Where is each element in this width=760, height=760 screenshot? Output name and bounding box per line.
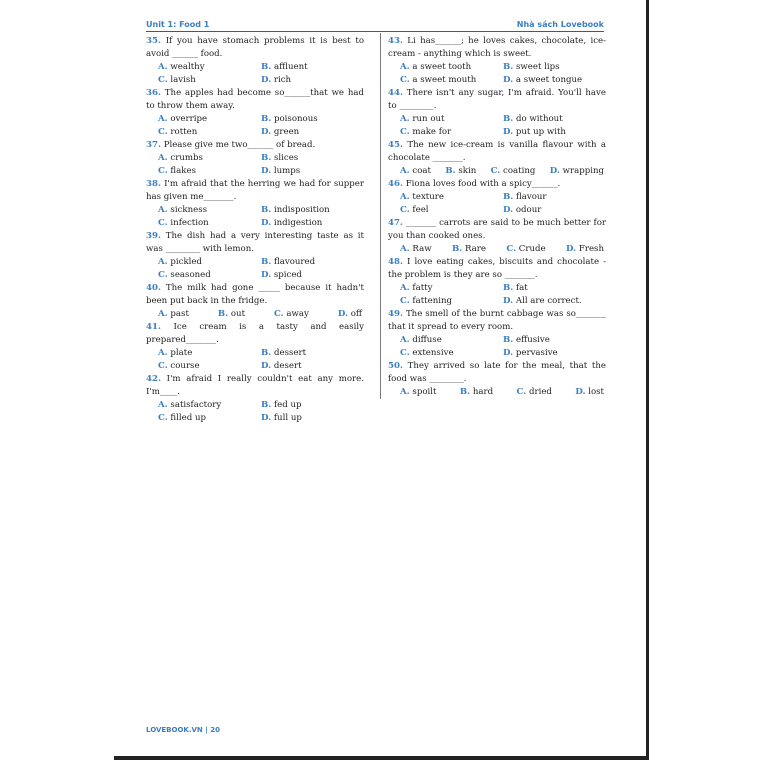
answer-option — [261, 61, 364, 74]
page-footer: LOVEBOOK.VN | 20 — [146, 726, 220, 734]
option-text: Raw — [412, 244, 432, 254]
answer-option — [503, 61, 606, 74]
option-letter: A. — [158, 153, 168, 163]
question-number: 43. — [388, 36, 403, 46]
document-page — [112, 0, 646, 760]
option-text: diffuse — [412, 335, 442, 345]
column-divider — [380, 33, 381, 399]
option-letter: A. — [400, 192, 410, 202]
answer-option — [158, 61, 261, 74]
question-text — [388, 360, 606, 386]
answer-option — [261, 74, 364, 87]
option-text: wealthy — [170, 62, 205, 72]
answer-option — [503, 334, 606, 347]
answer-option — [400, 243, 432, 256]
answer-option — [338, 308, 362, 321]
answer-option — [158, 217, 261, 230]
answer-option — [400, 61, 503, 74]
question-stem: They arrived so late for the meal, that the food was ________. — [388, 361, 606, 384]
answer-option — [445, 165, 476, 178]
option-letter: C. — [158, 218, 168, 228]
question-stem: _______ carrots are said to be much better for you than cooked ones. — [388, 218, 606, 241]
option-letter: D. — [261, 218, 272, 228]
option-letter: A. — [400, 244, 410, 254]
question-stem: Li has______; he loves cakes, chocolate, ice-cream - anything which is sweet. — [388, 36, 606, 59]
answer-option — [503, 295, 606, 308]
answer-option — [400, 126, 503, 139]
option-text: pervasive — [515, 348, 558, 358]
option-text: overripe — [170, 114, 208, 124]
option-letter: D. — [503, 75, 514, 85]
option-text: satisfactory — [170, 400, 222, 410]
answer-option — [400, 386, 436, 399]
question-stem: Fiona loves food with a spicy______. — [405, 179, 561, 189]
option-letter: C. — [400, 348, 410, 358]
question-number: 37. — [146, 140, 161, 150]
answer-options — [146, 113, 364, 139]
option-text: crumbs — [170, 153, 203, 163]
question-block — [146, 35, 364, 87]
question-text — [146, 282, 364, 308]
answer-option — [400, 295, 503, 308]
answer-option — [400, 334, 503, 347]
question-text — [146, 35, 364, 61]
question-block — [388, 217, 606, 256]
option-letter: B. — [503, 62, 514, 72]
question-number: 48. — [388, 257, 403, 267]
option-letter: B. — [451, 244, 463, 254]
option-letter: B. — [503, 192, 514, 202]
answer-option — [158, 126, 261, 139]
question-text — [146, 139, 364, 152]
answer-options — [388, 282, 606, 308]
option-letter: A. — [400, 283, 410, 293]
question-number: 42. — [146, 374, 161, 384]
option-text: poisonous — [274, 114, 318, 124]
option-text: texture — [412, 192, 444, 202]
answer-options — [146, 61, 364, 87]
answer-options — [388, 165, 606, 178]
answer-option — [575, 386, 604, 399]
answer-options — [146, 347, 364, 373]
question-text — [388, 87, 606, 113]
answer-option — [400, 282, 503, 295]
option-text: sickness — [170, 205, 208, 215]
answer-option — [158, 256, 261, 269]
option-letter: D. — [566, 244, 577, 254]
answer-options — [146, 308, 364, 321]
answer-options — [146, 399, 364, 425]
option-text: run out — [412, 114, 445, 124]
option-letter: D. — [503, 205, 514, 215]
option-text: seasoned — [170, 270, 211, 280]
option-letter: C. — [158, 127, 168, 137]
option-text: pickled — [170, 257, 203, 267]
option-text: coat — [412, 166, 431, 176]
answer-option — [261, 256, 364, 269]
option-text: flavour — [516, 192, 547, 202]
option-letter: A. — [400, 335, 410, 345]
option-text: feel — [412, 205, 429, 215]
question-block — [146, 178, 364, 230]
answer-option — [517, 386, 552, 399]
option-letter: D. — [261, 270, 272, 280]
question-text — [388, 35, 606, 61]
option-text: fattening — [412, 296, 453, 306]
answer-options — [388, 386, 606, 399]
question-number: 50. — [388, 361, 403, 371]
option-letter: B. — [261, 153, 272, 163]
question-text — [388, 308, 606, 334]
option-letter: C. — [158, 166, 168, 176]
question-block — [146, 282, 364, 321]
question-block — [388, 256, 606, 308]
option-letter: C. — [158, 413, 168, 423]
option-text: full up — [273, 413, 302, 423]
option-letter: C. — [400, 127, 410, 137]
option-letter: B. — [261, 114, 272, 124]
option-text: fed up — [274, 400, 302, 410]
answer-options — [388, 61, 606, 87]
answer-option — [503, 347, 606, 360]
question-stem: There isn't any sugar, I'm afraid. You'll have to ________. — [388, 88, 606, 111]
answer-option — [158, 399, 261, 412]
option-letter: A. — [400, 387, 410, 397]
left-column — [146, 35, 364, 425]
option-letter: A. — [400, 62, 410, 72]
question-stem: I'm afraid that the herring we had for supper has given me_______. — [146, 179, 365, 202]
answer-option — [503, 74, 606, 87]
option-letter: C. — [400, 296, 410, 306]
option-text: rich — [273, 75, 292, 85]
question-number: 47. — [388, 218, 403, 228]
option-text: plate — [170, 348, 193, 358]
question-text — [388, 217, 606, 243]
question-text — [146, 321, 364, 347]
option-letter: C. — [490, 166, 501, 176]
option-letter: D. — [503, 127, 514, 137]
answer-option — [261, 165, 364, 178]
answer-option — [158, 113, 261, 126]
option-letter: A. — [158, 257, 168, 267]
option-text: infection — [170, 218, 209, 228]
option-text: filled up — [170, 413, 207, 423]
question-number: 44. — [388, 88, 403, 98]
option-letter: A. — [158, 348, 168, 358]
option-letter: B. — [261, 400, 272, 410]
question-stem: I'm afraid I really couldn't eat any more. I'm____. — [146, 374, 364, 397]
option-text: lavish — [170, 75, 196, 85]
option-text: course — [170, 361, 200, 371]
option-text: dessert — [274, 348, 307, 358]
answer-option — [491, 165, 536, 178]
question-text — [388, 139, 606, 165]
option-letter: C. — [273, 309, 284, 319]
question-number: 40. — [146, 283, 161, 293]
question-stem: I love eating cakes, biscuits and chocolate - the problem is they are so _______. — [388, 257, 606, 280]
option-letter: A. — [158, 309, 168, 319]
option-text: a sweet tongue — [515, 75, 583, 85]
answer-option — [261, 412, 364, 425]
answer-options — [146, 256, 364, 282]
option-text: off — [350, 309, 362, 319]
question-number: 35. — [146, 36, 161, 46]
question-text — [388, 256, 606, 282]
answer-option — [158, 347, 261, 360]
answer-option — [274, 308, 309, 321]
answer-option — [261, 269, 364, 282]
answer-option — [261, 204, 364, 217]
option-text: indisposition — [274, 205, 330, 215]
option-letter: A. — [158, 205, 168, 215]
answer-option — [503, 191, 606, 204]
answer-option — [400, 347, 503, 360]
option-text: All are correct. — [515, 296, 582, 306]
option-text: indigestion — [273, 218, 323, 228]
answer-options — [388, 191, 606, 217]
option-text: away — [286, 309, 309, 319]
option-text: Fresh — [578, 244, 604, 254]
option-letter: A. — [400, 166, 410, 176]
option-letter: B. — [261, 257, 272, 267]
option-letter: B. — [503, 114, 514, 124]
option-letter: D. — [261, 166, 272, 176]
option-text: spoilt — [412, 387, 437, 397]
answer-option — [503, 126, 606, 139]
question-block — [146, 230, 364, 282]
option-text: wrapping — [562, 166, 604, 176]
question-block — [388, 87, 606, 139]
answer-option — [261, 360, 364, 373]
question-number: 36. — [146, 88, 161, 98]
answer-option — [158, 204, 261, 217]
question-number: 38. — [146, 179, 161, 189]
answer-option — [158, 74, 261, 87]
option-letter: B. — [261, 348, 272, 358]
option-text: flavoured — [274, 257, 316, 267]
option-letter: C. — [506, 244, 517, 254]
option-text: rotten — [170, 127, 198, 137]
answer-option — [158, 165, 261, 178]
option-letter: D. — [261, 127, 272, 137]
option-letter: B. — [459, 387, 471, 397]
option-letter: B. — [261, 205, 272, 215]
option-letter: D. — [503, 348, 514, 358]
question-stem: The smell of the burnt cabbage was so_______ that it spread to every room. — [388, 309, 606, 332]
question-text — [146, 87, 364, 113]
option-text: extensive — [412, 348, 454, 358]
option-letter: B. — [503, 335, 514, 345]
option-letter: D. — [337, 309, 348, 319]
question-stem: If you have stomach problems it is best to avoid ______ food. — [146, 36, 364, 59]
answer-options — [388, 113, 606, 139]
option-text: green — [273, 127, 300, 137]
option-text: a sweet tooth — [412, 62, 472, 72]
question-block — [388, 35, 606, 87]
answer-option — [566, 243, 604, 256]
question-number: 39. — [146, 231, 161, 241]
answer-option — [158, 152, 261, 165]
option-text: fatty — [412, 283, 433, 293]
question-block — [146, 321, 364, 373]
answer-option — [261, 113, 364, 126]
question-number: 49. — [388, 309, 403, 319]
publisher-name: Nhà sách Lovebook — [516, 20, 604, 29]
answer-option — [261, 152, 364, 165]
option-text: put up with — [515, 127, 566, 137]
page-shadow-bottom — [114, 756, 649, 760]
answer-options — [146, 204, 364, 230]
option-text: Crude — [518, 244, 546, 254]
option-text: past — [170, 309, 189, 319]
answer-options — [388, 334, 606, 360]
question-number: 45. — [388, 140, 403, 150]
option-letter: C. — [400, 75, 410, 85]
option-letter: C. — [400, 205, 410, 215]
option-letter: D. — [575, 387, 586, 397]
option-text: sweet lips — [516, 62, 560, 72]
answer-option — [503, 204, 606, 217]
option-letter: C. — [158, 361, 168, 371]
answer-option — [261, 217, 364, 230]
option-letter: D. — [261, 413, 272, 423]
option-text: out — [230, 309, 246, 319]
answer-option — [506, 243, 545, 256]
option-text: fat — [516, 283, 528, 293]
option-letter: A. — [158, 400, 168, 410]
question-stem: Please give me two______ of bread. — [163, 140, 316, 150]
question-block — [146, 139, 364, 178]
option-text: skin — [458, 166, 477, 176]
option-letter: D. — [503, 296, 514, 306]
question-number: 46. — [388, 179, 403, 189]
option-letter: A. — [400, 114, 410, 124]
question-text — [388, 178, 606, 191]
question-block — [388, 308, 606, 360]
option-letter: B. — [445, 166, 456, 176]
option-text: coating — [503, 166, 536, 176]
option-letter: A. — [158, 62, 168, 72]
option-letter: D. — [261, 75, 272, 85]
question-stem: The new ice-cream is vanilla flavour with a chocolate _______. — [388, 140, 606, 163]
option-text: slices — [274, 153, 299, 163]
answer-option — [460, 386, 493, 399]
answer-option — [400, 113, 503, 126]
option-text: effusive — [516, 335, 550, 345]
question-block — [388, 178, 606, 217]
answer-option — [503, 282, 606, 295]
option-letter: D. — [549, 166, 560, 176]
option-text: Rare — [464, 244, 486, 254]
question-text — [146, 373, 364, 399]
option-letter: B. — [217, 309, 229, 319]
answer-option — [261, 347, 364, 360]
page-shadow-right — [646, 0, 649, 760]
option-text: lumps — [273, 166, 301, 176]
question-stem: The apples had become so______that we had to throw them away. — [146, 88, 364, 111]
option-text: a sweet mouth — [412, 75, 477, 85]
question-number: 41. — [146, 322, 161, 332]
question-text — [146, 178, 364, 204]
option-letter: D. — [261, 361, 272, 371]
answer-option — [158, 308, 189, 321]
question-block — [146, 87, 364, 139]
option-text: spiced — [273, 270, 302, 280]
option-letter: C. — [516, 387, 527, 397]
answer-option — [158, 269, 261, 282]
option-letter: A. — [158, 114, 168, 124]
option-text: dried — [528, 387, 552, 397]
option-text: odour — [515, 205, 542, 215]
answer-option — [261, 399, 364, 412]
header-divider — [146, 31, 604, 32]
option-letter: C. — [158, 75, 168, 85]
option-letter: C. — [158, 270, 168, 280]
question-stem: The dish had a very interesting taste as it was ________ with lemon. — [146, 231, 365, 254]
question-text — [146, 230, 364, 256]
answer-option — [218, 308, 245, 321]
answer-option — [158, 360, 261, 373]
right-column — [388, 35, 606, 399]
answer-option — [158, 412, 261, 425]
question-stem: The milk had gone _____ because it hadn't been put back in the fridge. — [146, 283, 364, 306]
unit-title: Unit 1: Food 1 — [146, 20, 210, 29]
option-letter: B. — [261, 62, 272, 72]
answer-option — [503, 113, 606, 126]
option-text: lost — [588, 387, 604, 397]
question-block — [388, 139, 606, 178]
answer-option — [400, 74, 503, 87]
option-text: flakes — [170, 166, 196, 176]
option-text: make for — [412, 127, 452, 137]
answer-option — [400, 191, 503, 204]
question-stem: Ice cream is a tasty and easily prepared_______. — [146, 322, 365, 345]
option-text: hard — [472, 387, 494, 397]
option-text: affluent — [274, 62, 308, 72]
answer-options — [146, 152, 364, 178]
answer-option — [261, 126, 364, 139]
answer-option — [452, 243, 486, 256]
question-block — [146, 373, 364, 425]
question-block — [388, 360, 606, 399]
option-text: do without — [516, 114, 563, 124]
answer-option — [550, 165, 604, 178]
option-letter: B. — [503, 283, 514, 293]
answer-option — [400, 204, 503, 217]
option-text: desert — [273, 361, 302, 371]
answer-option — [400, 165, 431, 178]
answer-options — [388, 243, 606, 256]
